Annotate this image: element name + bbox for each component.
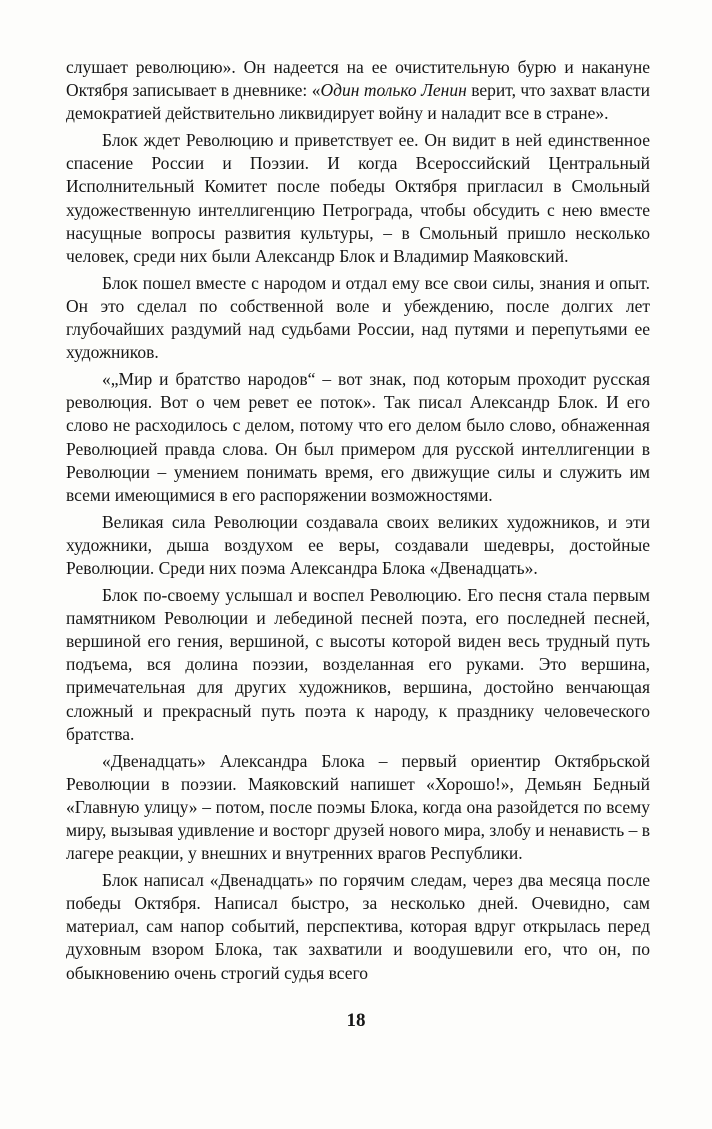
paragraph-1-italic-quote: Один только Ленин [320, 80, 467, 101]
paragraph-6: Блок по-своему услышал и воспел Революцию. Его песня стала первым памятником Революции и лебединой песней поэта, его последней песней, вершиной его гения, вершиной, с высоты которой виден весь трудный путь подъема, вся долина поэзии, возделанная его руками. Это вершина, примечательная для других художников, вершина, достойно венчающая сложный и прекрасный путь поэта к народу, к празднику человеческого братства. [66, 585, 650, 744]
paragraph-1-text-after: верит, что захват власти демократией действительно ликвидирует войну и наладит все в стране». [66, 80, 650, 124]
paragraph-5: Великая сила Революции создавала своих великих художников, и эти художники, дыша воздухом ее веры, создавали шедевры, достойные Революции. Среди них поэма Александра Блока «Двенадцать». [66, 511, 650, 578]
paragraph-4: «„Мир и братство народов“ – вот знак, под которым проходит русская революция. Вот о чем ревет ее поток». Так писал Александр Блок. И его слово не расходилось с делом, потому что его делом было слово, обнаженная Революцией правда слова. Он был примером для русской интеллигенции в Революции – умением понимать время, его движущие силы и служить им всеми имеющимися в его распоряжении возможностями. [66, 369, 650, 505]
paragraph-7: «Двенадцать» Александра Блока – первый ориентир Октябрьской Революции в поэзии. Маяковский напишет «Хорошо!», Демьян Бедный «Главную улицу» – потом, после поэмы Блока, когда она разойдется по всему миру, вызывая удивление и восторг друзей нового мира, злобу и ненависть – в лагере реакции, у внешних и внутренних врагов Республики. [66, 750, 650, 864]
body-text [66, 56, 650, 989]
paragraph-1 [66, 56, 650, 125]
page-number: 18 [346, 1010, 366, 1031]
paragraph-2: Блок ждет Революцию и приветствует ее. Он видит в ней единственное спасение России и Поэзии. И когда Всероссийский Центральный Исполнительный Комитет после победы Октября пригласил в Смольный художественную интеллигенцию Петрограда, чтобы обсудить с нею вместе насущные вопросы развития культуры, – в Смольный пришло несколько человек, среди них были Александр Блок и Владимир Маяковский. [66, 130, 650, 266]
paragraph-3: Блок пошел вместе с народом и отдал ему все свои силы, знания и опыт. Он это сделал по собственной воле и убеждению, после долгих лет глубочайших раздумий над судьбами России, над путями и перепутьями ее художников. [66, 272, 650, 363]
paragraph-8: Блок написал «Двенадцать» по горячим следам, через два месяца после победы Октября. Написал быстро, за несколько дней. Очевидно, сам материал, сам напор событий, перспектива, которая вдруг открылась перед духовным взором Блока, так захватили и воодушевили его, что он, по обыкновению очень строгий судья всего [66, 870, 650, 983]
paragraph-1-text-before: слушает революцию». Он надеется на ее очистительную бурю и накануне Октября записывает в дневнике: « [66, 57, 650, 101]
